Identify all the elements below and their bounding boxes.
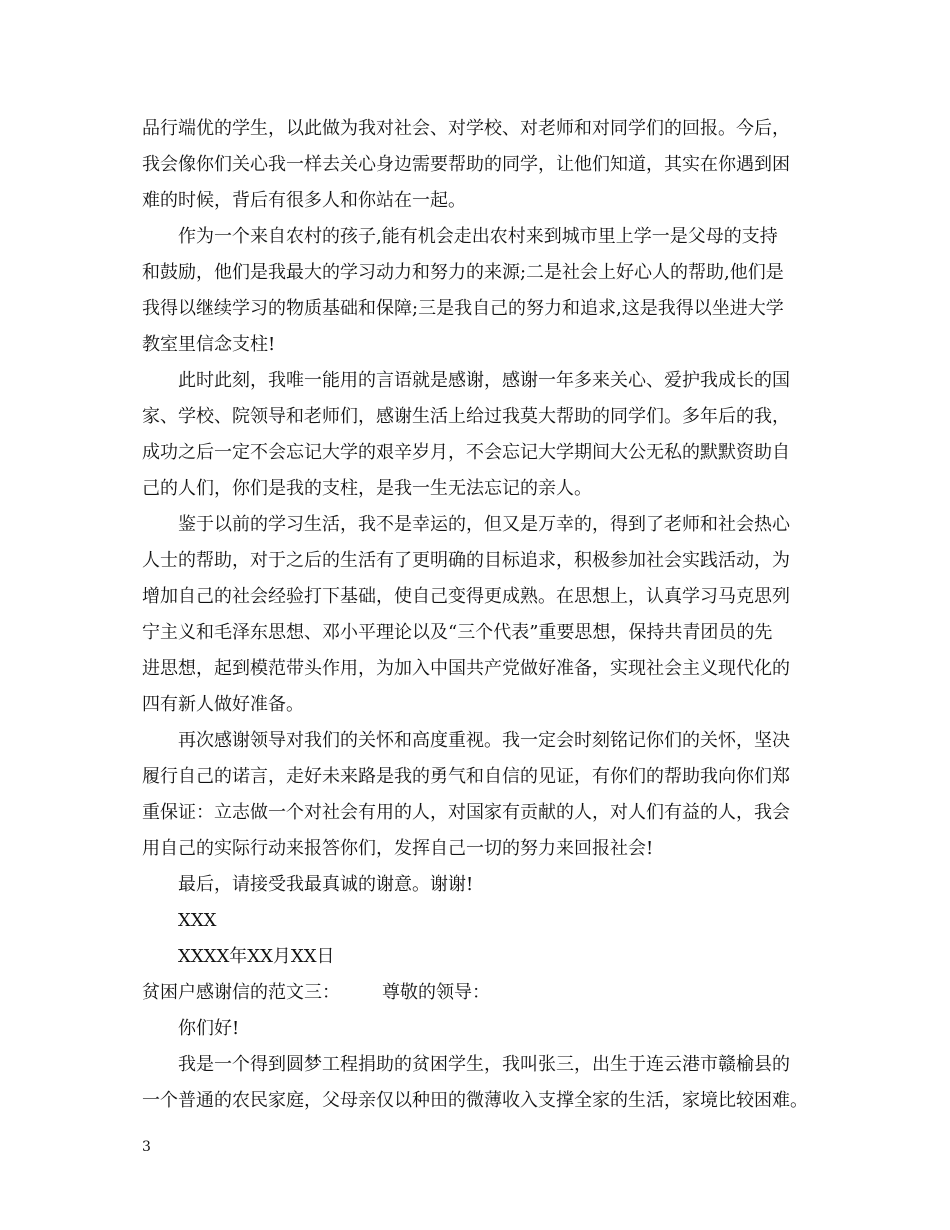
salutation: 尊敬的领导： [382,982,490,1003]
body-line: 用自己的实际行动来报答你们，发挥自己一切的努力来回报社会! [142,838,654,859]
page-number: 3 [142,1139,151,1155]
greeting: 你们好! [178,1018,240,1039]
body-line: 一个普通的农民家庭，父母亲仅以种田的微薄收入支撑全家的生活，家境比较困难。 [142,1090,808,1111]
body-line: 鉴于以前的学习生活，我不是幸运的，但又是万幸的，得到了老师和社会热心 [178,514,790,535]
body-line: 和鼓励，他们是我最大的学习动力和努力的来源;二是社会上好心人的帮助,他们是 [142,262,784,283]
body-line: 我得以继续学习的物质基础和保障;三是我自己的努力和追求,这是我得以坐进大学 [142,298,784,319]
signature-date: XXXX年XX月XX日 [178,946,335,967]
section-heading: 贫困户感谢信的范文三： [142,982,340,1003]
body-line: 难的时候，背后有很多人和你站在一起。 [142,190,466,211]
body-line: 四有新人做好准备。 [142,694,304,715]
body-line: 家、学校、院领导和老师们，感谢生活上给过我莫大帮助的同学们。多年后的我， [142,406,790,427]
section-heading-row [142,975,822,1011]
document-body [142,111,822,1119]
body-line: 我是一个得到圆梦工程捐助的贫困学生，我叫张三，出生于连云港市赣榆县的 [178,1054,790,1075]
body-line: 宁主义和毛泽东思想、邓小平理论以及“三个代表”重要思想，保持共青团员的先 [142,622,773,643]
body-line: 己的人们，你们是我的支柱，是我一生无法忘记的亲人。 [142,478,592,499]
body-line: 增加自己的社会经验打下基础，使自己变得更成熟。在思想上，认真学习马克思列 [142,586,790,607]
body-line: 重保证：立志做一个对社会有用的人，对国家有贡献的人，对人们有益的人，我会 [142,802,790,823]
body-line: 此时此刻，我唯一能用的言语就是感谢，感谢一年多来关心、爱护我成长的国 [178,370,790,391]
body-line: 作为一个来自农村的孩子,能有机会走出农村来到城市里上学一是父母的支持 [178,226,778,247]
thanks-line: 最后，请接受我最真诚的谢意。谢谢! [178,874,474,895]
body-line: 品行端优的学生，以此做为我对社会、对学校、对老师和对同学们的回报。今后， [142,118,790,139]
body-line: 我会像你们关心我一样去关心身边需要帮助的同学，让他们知道，其实在你遇到困 [142,154,790,175]
body-line: 进思想，起到模范带头作用，为加入中国共产党做好准备，实现社会主义现代化的 [142,658,790,679]
body-line: 再次感谢领导对我们的关怀和高度重视。我一定会时刻铭记你们的关怀，坚决 [178,730,790,751]
body-line: 教室里信念支柱! [142,334,276,355]
body-line: 人士的帮助，对于之后的生活有了更明确的目标追求，积极参加社会实践活动，为 [142,550,790,571]
body-line: 成功之后一定不会忘记大学的艰辛岁月，不会忘记大学期间大公无私的默默资助自 [142,442,790,463]
signature-name: XXX [178,910,217,931]
body-line: 履行自己的诺言，走好未来路是我的勇气和自信的见证，有你们的帮助我向你们郑 [142,766,790,787]
